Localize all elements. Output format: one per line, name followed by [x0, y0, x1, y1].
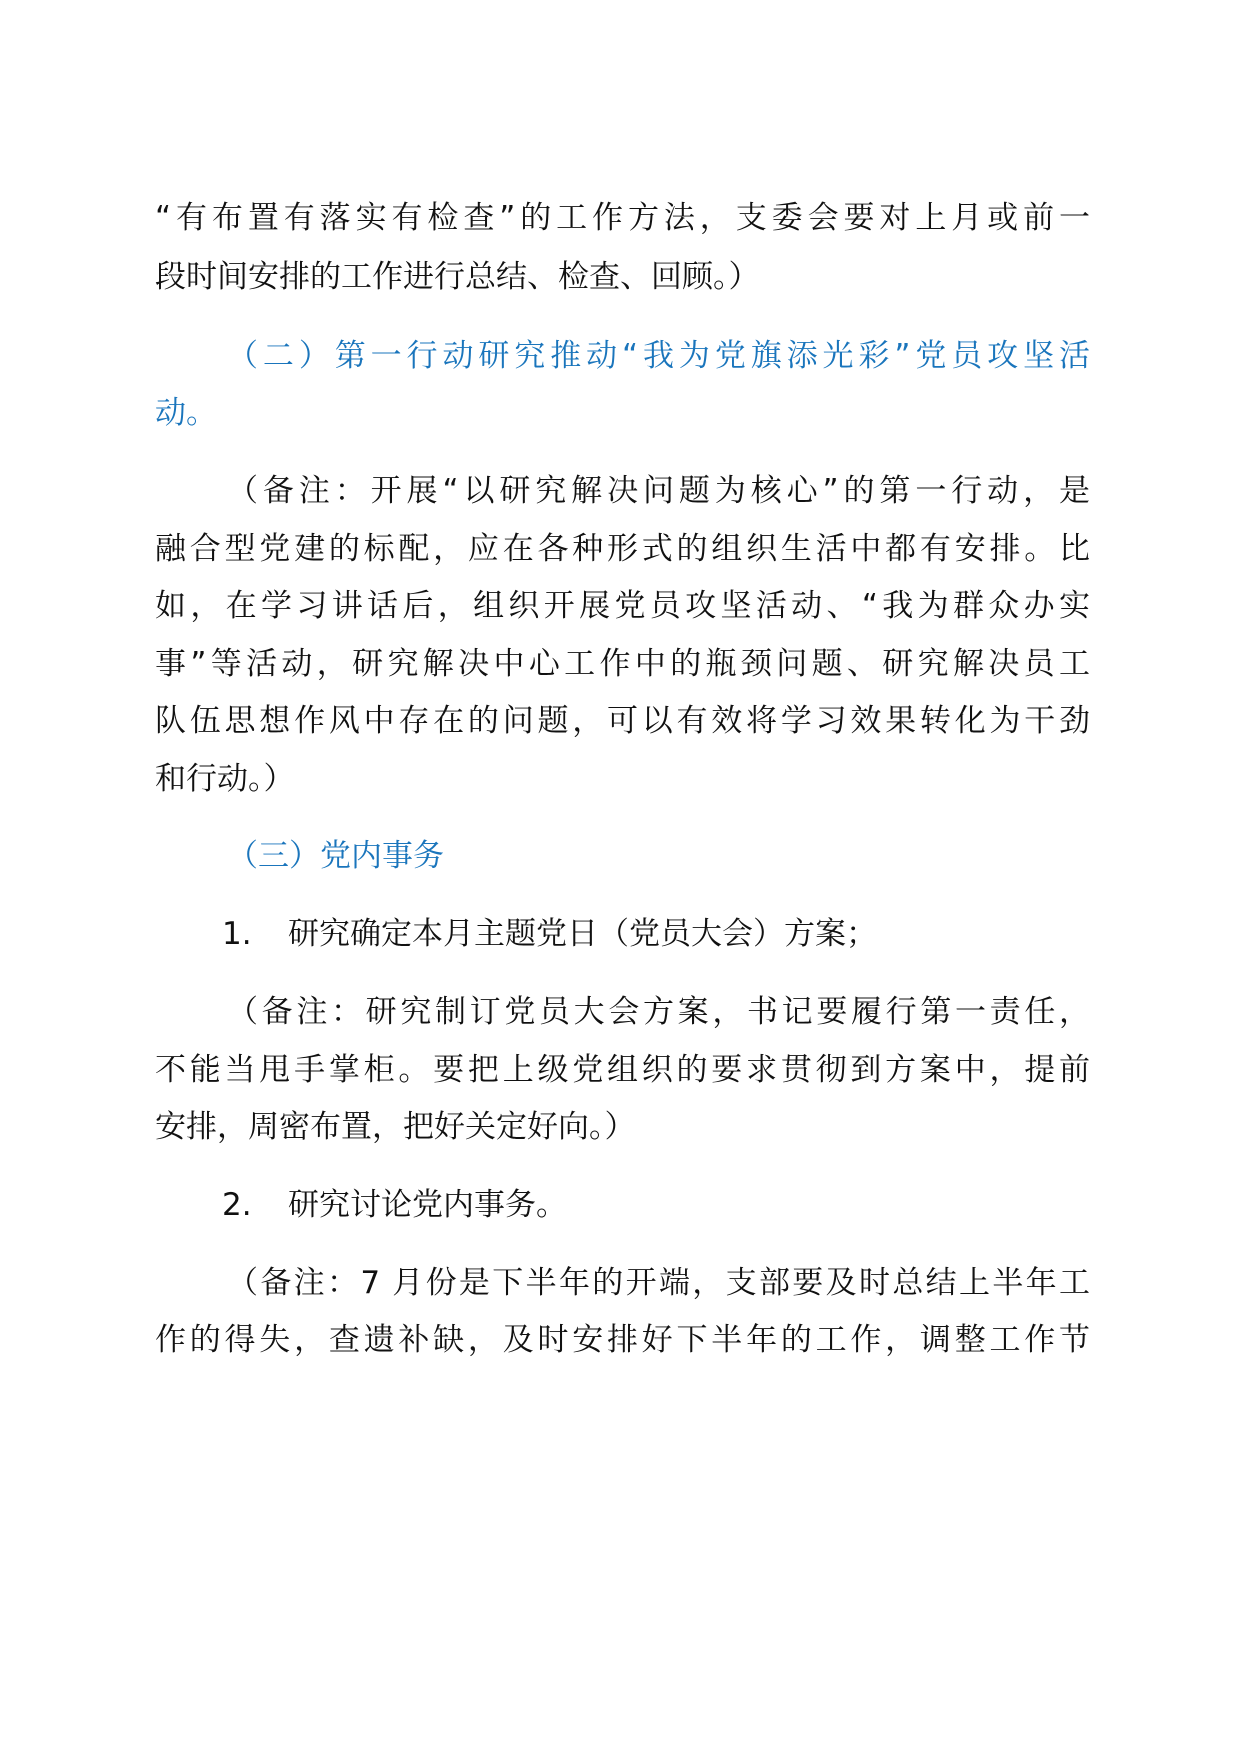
list-item-text: 研究讨论党内事务。 — [288, 1187, 567, 1223]
note-line: 队伍思想作风中存在的问题，可以有效将学习效果转化为干劲 — [155, 703, 1090, 739]
section-heading-2: （二）第一行动研究推动“我为党旗添光彩”党员攻坚活 — [227, 338, 1090, 374]
list-item-text: 研究确定本月主题党日（党员大会）方案； — [288, 916, 877, 952]
paragraph-line: 段时间安排的工作进行总结、检查、回顾。） — [155, 259, 760, 295]
note-line: 不能当甩手掌柜。要把上级党组织的要求贯彻到方案中，提前 — [155, 1052, 1090, 1088]
note-line: 和行动。） — [155, 761, 295, 797]
note-line: （备注：研究制订党员大会方案，书记要履行第一责任， — [227, 994, 1090, 1030]
section-heading-3: （三）党内事务 — [227, 838, 444, 874]
note-line: 融合型党建的标配，应在各种形式的组织生活中都有安排。比 — [155, 531, 1090, 567]
section-heading-2-cont: 动。 — [155, 395, 217, 431]
note-line: 安排，周密布置，把好关定好向。） — [155, 1109, 636, 1145]
paragraph-line: “有布置有落实有检查”的工作方法，支委会要对上月或前一 — [155, 200, 1090, 236]
note-line: （备注：7 月份是下半年的开端，支部要及时总结上半年工 — [227, 1265, 1090, 1301]
note-line: 如，在学习讲话后，组织开展党员攻坚活动、“我为群众办实 — [155, 588, 1090, 624]
list-item-number: 2. — [222, 1187, 252, 1223]
note-line: （备注：开展“以研究解决问题为核心”的第一行动，是 — [227, 473, 1090, 509]
note-line: 作的得失，查遗补缺，及时安排好下半年的工作，调整工作节 — [155, 1322, 1090, 1358]
note-line: 事”等活动，研究解决中心工作中的瓶颈问题、研究解决员工 — [155, 646, 1090, 682]
list-item-number: 1. — [222, 916, 252, 952]
